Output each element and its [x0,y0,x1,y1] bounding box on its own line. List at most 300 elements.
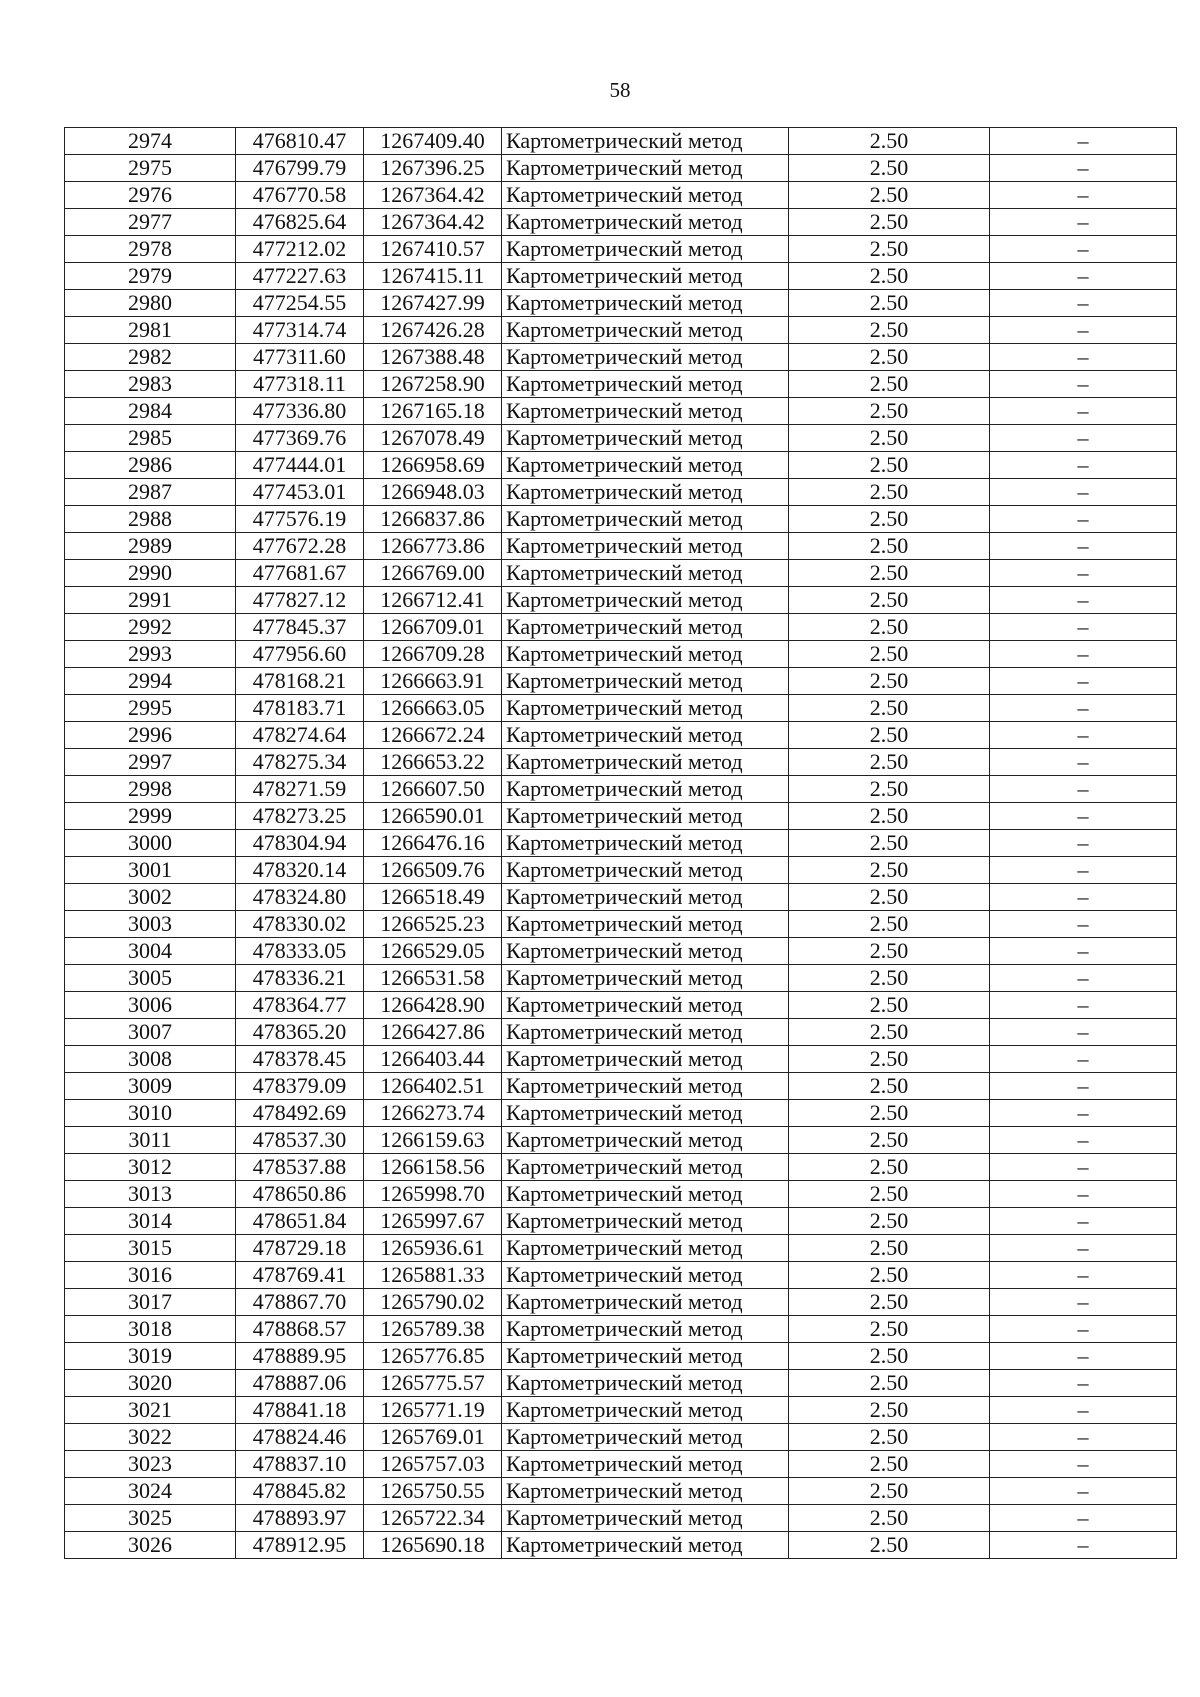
method-cell: Картометрический метод [502,155,789,182]
point-number-cell: 2996 [65,722,236,749]
accuracy-cell: 2.50 [789,371,990,398]
y-coordinate-cell: 1266663.05 [364,695,502,722]
x-coordinate-cell: 477956.60 [236,641,364,668]
point-number-cell: 2995 [65,695,236,722]
point-number-cell: 3000 [65,830,236,857]
accuracy-cell: 2.50 [789,1262,990,1289]
y-coordinate-cell: 1265936.61 [364,1235,502,1262]
table-row [65,1235,1177,1262]
note-cell: – [990,1532,1177,1559]
point-number-cell: 2975 [65,155,236,182]
method-cell: Картометрический метод [502,128,789,155]
note-cell: – [990,479,1177,506]
table-row [65,1370,1177,1397]
point-number-cell: 2980 [65,290,236,317]
table-row [65,614,1177,641]
note-cell: – [990,668,1177,695]
accuracy-cell: 2.50 [789,236,990,263]
point-number-cell: 3018 [65,1316,236,1343]
accuracy-cell: 2.50 [789,1424,990,1451]
method-cell: Картометрический метод [502,830,789,857]
accuracy-cell: 2.50 [789,1046,990,1073]
note-cell: – [990,1289,1177,1316]
x-coordinate-cell: 477212.02 [236,236,364,263]
point-number-cell: 3021 [65,1397,236,1424]
point-number-cell: 3004 [65,938,236,965]
y-coordinate-cell: 1265789.38 [364,1316,502,1343]
method-cell: Картометрический метод [502,560,789,587]
y-coordinate-cell: 1265690.18 [364,1532,502,1559]
note-cell: – [990,425,1177,452]
table-row [65,425,1177,452]
accuracy-cell: 2.50 [789,1154,990,1181]
method-cell: Картометрический метод [502,209,789,236]
method-cell: Картометрический метод [502,263,789,290]
table-row [65,182,1177,209]
x-coordinate-cell: 478271.59 [236,776,364,803]
method-cell: Картометрический метод [502,1505,789,1532]
x-coordinate-cell: 477254.55 [236,290,364,317]
point-number-cell: 3019 [65,1343,236,1370]
point-number-cell: 3009 [65,1073,236,1100]
point-number-cell: 2986 [65,452,236,479]
x-coordinate-cell: 477318.11 [236,371,364,398]
accuracy-cell: 2.50 [789,1235,990,1262]
x-coordinate-cell: 476810.47 [236,128,364,155]
accuracy-cell: 2.50 [789,209,990,236]
accuracy-cell: 2.50 [789,560,990,587]
x-coordinate-cell: 476770.58 [236,182,364,209]
y-coordinate-cell: 1266402.51 [364,1073,502,1100]
point-number-cell: 2984 [65,398,236,425]
accuracy-cell: 2.50 [789,182,990,209]
note-cell: – [990,155,1177,182]
x-coordinate-cell: 478168.21 [236,668,364,695]
table-row [65,938,1177,965]
method-cell: Картометрический метод [502,1343,789,1370]
table-row [65,911,1177,938]
accuracy-cell: 2.50 [789,1343,990,1370]
x-coordinate-cell: 477311.60 [236,344,364,371]
accuracy-cell: 2.50 [789,1289,990,1316]
point-number-cell: 2990 [65,560,236,587]
y-coordinate-cell: 1265881.33 [364,1262,502,1289]
table-row [65,776,1177,803]
note-cell: – [990,236,1177,263]
table-row [65,452,1177,479]
x-coordinate-cell: 477453.01 [236,479,364,506]
note-cell: – [990,560,1177,587]
y-coordinate-cell: 1265776.85 [364,1343,502,1370]
accuracy-cell: 2.50 [789,1100,990,1127]
table-row [65,1208,1177,1235]
method-cell: Картометрический метод [502,479,789,506]
table-row [65,371,1177,398]
method-cell: Картометрический метод [502,1019,789,1046]
note-cell: – [990,911,1177,938]
method-cell: Картометрический метод [502,1532,789,1559]
point-number-cell: 2992 [65,614,236,641]
point-number-cell: 2981 [65,317,236,344]
table-row [65,587,1177,614]
table-row [65,803,1177,830]
y-coordinate-cell: 1266476.16 [364,830,502,857]
x-coordinate-cell: 478887.06 [236,1370,364,1397]
method-cell: Картометрический метод [502,344,789,371]
note-cell: – [990,1451,1177,1478]
method-cell: Картометрический метод [502,587,789,614]
method-cell: Картометрический метод [502,290,789,317]
table-row [65,263,1177,290]
accuracy-cell: 2.50 [789,1181,990,1208]
y-coordinate-cell: 1265722.34 [364,1505,502,1532]
note-cell: – [990,1154,1177,1181]
method-cell: Картометрический метод [502,992,789,1019]
note-cell: – [990,992,1177,1019]
x-coordinate-cell: 478651.84 [236,1208,364,1235]
y-coordinate-cell: 1267258.90 [364,371,502,398]
y-coordinate-cell: 1266158.56 [364,1154,502,1181]
accuracy-cell: 2.50 [789,128,990,155]
point-number-cell: 3002 [65,884,236,911]
note-cell: – [990,1262,1177,1289]
x-coordinate-cell: 478650.86 [236,1181,364,1208]
x-coordinate-cell: 478330.02 [236,911,364,938]
point-number-cell: 3008 [65,1046,236,1073]
table-row [65,1127,1177,1154]
x-coordinate-cell: 476825.64 [236,209,364,236]
note-cell: – [990,1505,1177,1532]
method-cell: Картометрический метод [502,1181,789,1208]
accuracy-cell: 2.50 [789,587,990,614]
y-coordinate-cell: 1266663.91 [364,668,502,695]
note-cell: – [990,128,1177,155]
y-coordinate-cell: 1266529.05 [364,938,502,965]
accuracy-cell: 2.50 [789,749,990,776]
note-cell: – [990,1019,1177,1046]
x-coordinate-cell: 478365.20 [236,1019,364,1046]
method-cell: Картометрический метод [502,1289,789,1316]
table-row [65,1532,1177,1559]
y-coordinate-cell: 1266427.86 [364,1019,502,1046]
y-coordinate-cell: 1266590.01 [364,803,502,830]
note-cell: – [990,938,1177,965]
accuracy-cell: 2.50 [789,695,990,722]
method-cell: Картометрический метод [502,911,789,938]
y-coordinate-cell: 1266958.69 [364,452,502,479]
accuracy-cell: 2.50 [789,803,990,830]
y-coordinate-cell: 1266403.44 [364,1046,502,1073]
point-number-cell: 2987 [65,479,236,506]
x-coordinate-cell: 476799.79 [236,155,364,182]
accuracy-cell: 2.50 [789,1397,990,1424]
x-coordinate-cell: 477314.74 [236,317,364,344]
table-row [65,1154,1177,1181]
table-row [65,1451,1177,1478]
method-cell: Картометрический метод [502,533,789,560]
table-row [65,317,1177,344]
accuracy-cell: 2.50 [789,830,990,857]
coordinates-table [64,127,1177,1559]
note-cell: – [990,1100,1177,1127]
point-number-cell: 3024 [65,1478,236,1505]
x-coordinate-cell: 478845.82 [236,1478,364,1505]
accuracy-cell: 2.50 [789,155,990,182]
note-cell: – [990,641,1177,668]
point-number-cell: 2977 [65,209,236,236]
note-cell: – [990,1397,1177,1424]
table-row [65,1181,1177,1208]
accuracy-cell: 2.50 [789,479,990,506]
accuracy-cell: 2.50 [789,614,990,641]
accuracy-cell: 2.50 [789,857,990,884]
table-row [65,884,1177,911]
note-cell: – [990,884,1177,911]
note-cell: – [990,1235,1177,1262]
table-row [65,668,1177,695]
table-row [65,290,1177,317]
accuracy-cell: 2.50 [789,641,990,668]
accuracy-cell: 2.50 [789,668,990,695]
point-number-cell: 2985 [65,425,236,452]
accuracy-cell: 2.50 [789,290,990,317]
point-number-cell: 3003 [65,911,236,938]
x-coordinate-cell: 478320.14 [236,857,364,884]
note-cell: – [990,1208,1177,1235]
point-number-cell: 3005 [65,965,236,992]
x-coordinate-cell: 477827.12 [236,587,364,614]
x-coordinate-cell: 478841.18 [236,1397,364,1424]
accuracy-cell: 2.50 [789,1019,990,1046]
y-coordinate-cell: 1265997.67 [364,1208,502,1235]
x-coordinate-cell: 478364.77 [236,992,364,1019]
method-cell: Картометрический метод [502,1073,789,1100]
x-coordinate-cell: 478537.30 [236,1127,364,1154]
point-number-cell: 3006 [65,992,236,1019]
x-coordinate-cell: 477576.19 [236,506,364,533]
point-number-cell: 3023 [65,1451,236,1478]
method-cell: Картометрический метод [502,398,789,425]
method-cell: Картометрический метод [502,182,789,209]
y-coordinate-cell: 1267078.49 [364,425,502,452]
table-row [65,1046,1177,1073]
point-number-cell: 2997 [65,749,236,776]
note-cell: – [990,965,1177,992]
accuracy-cell: 2.50 [789,1505,990,1532]
table-row [65,695,1177,722]
point-number-cell: 3026 [65,1532,236,1559]
x-coordinate-cell: 477369.76 [236,425,364,452]
note-cell: – [990,317,1177,344]
table-row [65,722,1177,749]
accuracy-cell: 2.50 [789,1532,990,1559]
note-cell: – [990,695,1177,722]
y-coordinate-cell: 1266709.01 [364,614,502,641]
note-cell: – [990,776,1177,803]
x-coordinate-cell: 478336.21 [236,965,364,992]
table-row [65,506,1177,533]
method-cell: Картометрический метод [502,803,789,830]
x-coordinate-cell: 478837.10 [236,1451,364,1478]
point-number-cell: 2999 [65,803,236,830]
note-cell: – [990,1343,1177,1370]
method-cell: Картометрический метод [502,1397,789,1424]
x-coordinate-cell: 477681.67 [236,560,364,587]
note-cell: – [990,209,1177,236]
point-number-cell: 3012 [65,1154,236,1181]
y-coordinate-cell: 1265757.03 [364,1451,502,1478]
method-cell: Картометрический метод [502,236,789,263]
point-number-cell: 2976 [65,182,236,209]
x-coordinate-cell: 478889.95 [236,1343,364,1370]
y-coordinate-cell: 1266273.74 [364,1100,502,1127]
x-coordinate-cell: 478769.41 [236,1262,364,1289]
table-row [65,965,1177,992]
note-cell: – [990,857,1177,884]
note-cell: – [990,398,1177,425]
x-coordinate-cell: 477444.01 [236,452,364,479]
x-coordinate-cell: 477336.80 [236,398,364,425]
accuracy-cell: 2.50 [789,425,990,452]
point-number-cell: 2989 [65,533,236,560]
accuracy-cell: 2.50 [789,1316,990,1343]
table-row [65,1289,1177,1316]
coordinates-table-body [65,128,1177,1559]
x-coordinate-cell: 478492.69 [236,1100,364,1127]
point-number-cell: 3001 [65,857,236,884]
note-cell: – [990,1370,1177,1397]
table-row [65,1262,1177,1289]
method-cell: Картометрический метод [502,1046,789,1073]
note-cell: – [990,344,1177,371]
accuracy-cell: 2.50 [789,965,990,992]
note-cell: – [990,1181,1177,1208]
method-cell: Картометрический метод [502,641,789,668]
point-number-cell: 2991 [65,587,236,614]
y-coordinate-cell: 1267364.42 [364,209,502,236]
method-cell: Картометрический метод [502,749,789,776]
point-number-cell: 2993 [65,641,236,668]
table-row [65,1019,1177,1046]
point-number-cell: 2982 [65,344,236,371]
note-cell: – [990,1478,1177,1505]
y-coordinate-cell: 1266531.58 [364,965,502,992]
note-cell: – [990,614,1177,641]
method-cell: Картометрический метод [502,1451,789,1478]
y-coordinate-cell: 1267396.25 [364,155,502,182]
method-cell: Картометрический метод [502,506,789,533]
point-number-cell: 3010 [65,1100,236,1127]
method-cell: Картометрический метод [502,965,789,992]
accuracy-cell: 2.50 [789,722,990,749]
point-number-cell: 3016 [65,1262,236,1289]
x-coordinate-cell: 478729.18 [236,1235,364,1262]
y-coordinate-cell: 1266653.22 [364,749,502,776]
point-number-cell: 3013 [65,1181,236,1208]
accuracy-cell: 2.50 [789,506,990,533]
method-cell: Картометрический метод [502,425,789,452]
accuracy-cell: 2.50 [789,263,990,290]
y-coordinate-cell: 1265771.19 [364,1397,502,1424]
note-cell: – [990,1316,1177,1343]
note-cell: – [990,290,1177,317]
method-cell: Картометрический метод [502,1316,789,1343]
method-cell: Картометрический метод [502,938,789,965]
y-coordinate-cell: 1267388.48 [364,344,502,371]
point-number-cell: 3007 [65,1019,236,1046]
x-coordinate-cell: 478304.94 [236,830,364,857]
accuracy-cell: 2.50 [789,317,990,344]
accuracy-cell: 2.50 [789,1127,990,1154]
x-coordinate-cell: 478379.09 [236,1073,364,1100]
note-cell: – [990,452,1177,479]
method-cell: Картометрический метод [502,722,789,749]
table-row [65,830,1177,857]
y-coordinate-cell: 1266509.76 [364,857,502,884]
table-row [65,479,1177,506]
accuracy-cell: 2.50 [789,1208,990,1235]
table-row [65,1478,1177,1505]
y-coordinate-cell: 1265790.02 [364,1289,502,1316]
table-row [65,533,1177,560]
table-row [65,128,1177,155]
accuracy-cell: 2.50 [789,344,990,371]
y-coordinate-cell: 1267415.11 [364,263,502,290]
x-coordinate-cell: 478868.57 [236,1316,364,1343]
point-number-cell: 3015 [65,1235,236,1262]
table-row [65,344,1177,371]
table-row [65,1397,1177,1424]
y-coordinate-cell: 1266159.63 [364,1127,502,1154]
method-cell: Картометрический метод [502,776,789,803]
x-coordinate-cell: 478824.46 [236,1424,364,1451]
point-number-cell: 2998 [65,776,236,803]
point-number-cell: 3011 [65,1127,236,1154]
point-number-cell: 2979 [65,263,236,290]
note-cell: – [990,533,1177,560]
method-cell: Картометрический метод [502,1208,789,1235]
table-row [65,1505,1177,1532]
x-coordinate-cell: 478378.45 [236,1046,364,1073]
table-row [65,1316,1177,1343]
y-coordinate-cell: 1266948.03 [364,479,502,506]
point-number-cell: 3022 [65,1424,236,1451]
y-coordinate-cell: 1266709.28 [364,641,502,668]
note-cell: – [990,506,1177,533]
table-row [65,155,1177,182]
y-coordinate-cell: 1267426.28 [364,317,502,344]
table-row [65,749,1177,776]
x-coordinate-cell: 478324.80 [236,884,364,911]
method-cell: Картометрический метод [502,452,789,479]
table-row [65,236,1177,263]
y-coordinate-cell: 1266607.50 [364,776,502,803]
y-coordinate-cell: 1265750.55 [364,1478,502,1505]
table-row [65,992,1177,1019]
x-coordinate-cell: 478274.64 [236,722,364,749]
note-cell: – [990,1073,1177,1100]
method-cell: Картометрический метод [502,695,789,722]
note-cell: – [990,722,1177,749]
x-coordinate-cell: 478273.25 [236,803,364,830]
point-number-cell: 2978 [65,236,236,263]
point-number-cell: 3025 [65,1505,236,1532]
accuracy-cell: 2.50 [789,911,990,938]
accuracy-cell: 2.50 [789,452,990,479]
y-coordinate-cell: 1265998.70 [364,1181,502,1208]
y-coordinate-cell: 1266672.24 [364,722,502,749]
method-cell: Картометрический метод [502,1370,789,1397]
